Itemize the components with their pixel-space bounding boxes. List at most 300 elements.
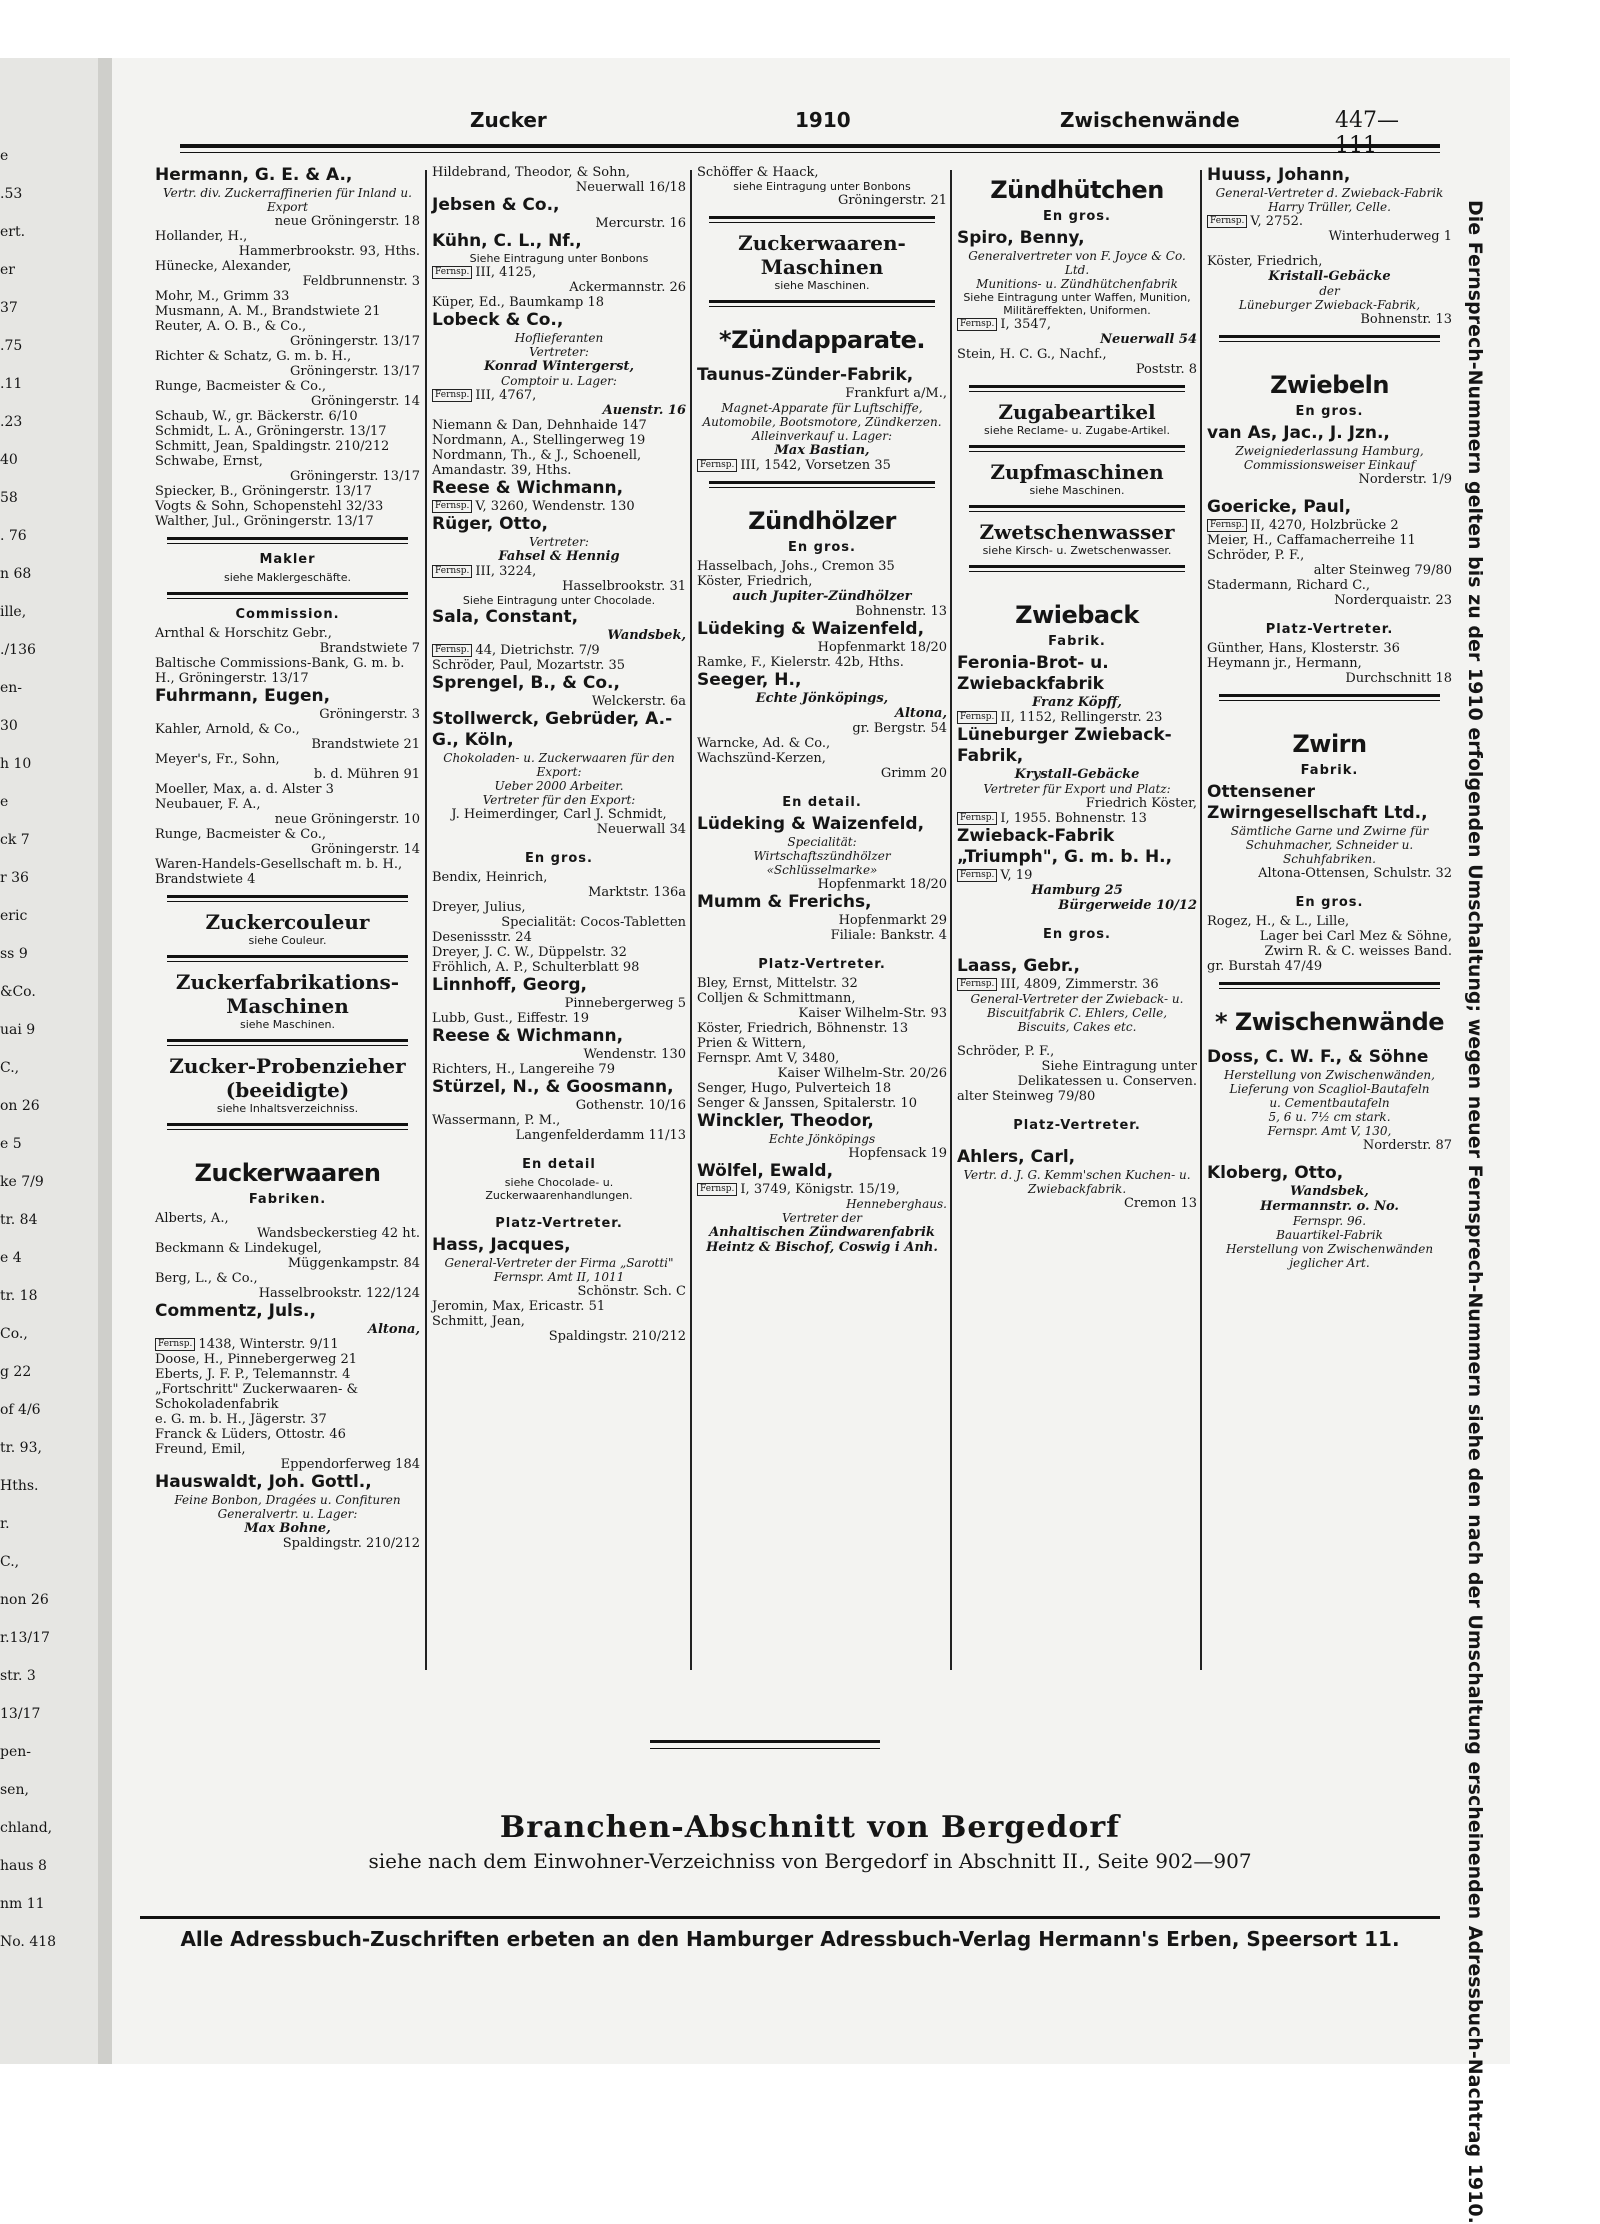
entry-phone: Fernsp. III, 4809, Zimmerstr. 36 — [957, 977, 1197, 992]
entry-line: Moeller, Max, a. d. Alster 3 — [155, 782, 334, 797]
section-rule — [1219, 335, 1440, 342]
column-divider — [425, 170, 427, 1670]
entry-place: Frankfurt a/M., — [845, 386, 947, 401]
section-title: Zwetschenwasser — [979, 520, 1175, 544]
entry-rep-label: Vertreter: — [529, 535, 589, 549]
section-title: Zuckerwaaren — [194, 1159, 381, 1187]
entry-address: Wendenstr. 130 — [583, 1047, 686, 1062]
prev-page-fragment: .53 — [0, 186, 23, 202]
entry-address: Neuerwall 54 — [1100, 332, 1197, 347]
prev-page-fragment: tr. 18 — [0, 1288, 38, 1304]
entry-line: Bley, Ernst, Mittelstr. 32 — [697, 976, 858, 991]
entry-line: Kahler, Arnold, & Co., — [155, 722, 300, 737]
entry-name: Lobeck & Co., — [432, 310, 564, 330]
prev-page-fragment: tr. 84 — [0, 1212, 38, 1228]
entry-phone: Fernsp. III, 3224, — [432, 564, 686, 579]
entry-line: Ramke, F., Kielerstr. 42b, Hths. — [697, 655, 904, 670]
entry-name: Kühn, C. L., Nf., — [432, 231, 582, 251]
prev-page-fragment: Co., — [0, 1326, 28, 1342]
entry-line: Jeromin, Max, Ericastr. 51 — [432, 1299, 606, 1314]
page-number: 447—111 — [1335, 108, 1399, 158]
prev-page-fragment: r 36 — [0, 870, 29, 886]
entry-line: Richters, H., Langereihe 79 — [432, 1062, 615, 1077]
entry-name: Reese & Wichmann, — [432, 478, 624, 498]
entry-phone: Fernsp. V, 2752. — [1207, 214, 1452, 229]
entry-line: Spaldingstr. 210/212 — [548, 1329, 686, 1344]
entry-note: Lüneburger Zwieback-Fabrik, — [1238, 298, 1421, 312]
entry-line: Schröder, P. F., — [1207, 548, 1305, 563]
entry-line: „Fortschritt" Zuckerwaaren- & Schokoladenfabrik — [155, 1382, 359, 1412]
entry-name: Stürzel, N., & Goosmann, — [432, 1077, 674, 1097]
section-rule — [969, 565, 1185, 572]
entry-list — [155, 626, 420, 686]
column-4 — [957, 165, 1197, 1690]
entry-note: Lieferung von Scagliol-Bautafeln — [1229, 1082, 1430, 1096]
section-rule — [709, 300, 935, 307]
cross-reference: Siehe Eintragung unter Chocolade. — [462, 594, 656, 607]
prev-page-fragment: &Co. — [0, 984, 36, 1000]
prev-page-fragment: 13/17 — [0, 1706, 41, 1722]
bergedorf-title: Branchen-Abschnitt von Bergedorf — [499, 1810, 1121, 1845]
prev-page-fragment: Hths. — [0, 1478, 39, 1494]
prev-page-fragment: n 68 — [0, 566, 32, 582]
prev-page-fragment: chland, — [0, 1820, 53, 1836]
entry-name: Mumm & Frerichs, — [697, 892, 872, 912]
column-divider — [950, 170, 952, 1670]
entry-list — [432, 1113, 686, 1143]
entry-line: Küper, Ed., Baumkamp 18 — [432, 295, 605, 310]
entry-line: Wandsbeckerstieg 42 ht. — [256, 1226, 420, 1241]
entry-line: b. d. Mühren 91 — [313, 767, 420, 782]
entry-line: Schmitt, Jean, — [432, 1314, 525, 1329]
section-rule — [167, 537, 408, 544]
entry-address: Norderstr. 1/9 — [1358, 472, 1452, 487]
entry-address: gr. Bergstr. 54 — [852, 721, 947, 736]
prev-page-fragment: r.13/17 — [0, 1630, 50, 1646]
cross-reference: siehe Maklergeschäfte. — [223, 571, 352, 584]
cross-reference: siehe Eintragung unter Bonbons — [733, 180, 911, 193]
entry-line: Norderquaistr. 23 — [1334, 593, 1452, 608]
entry-name: Wölfel, Ewald, — [697, 1161, 834, 1181]
phone-icon: Fernsp. — [432, 565, 472, 578]
entry-line: Grimm 20 — [880, 766, 947, 781]
entry-note: General-Vertreter der Firma „Sarotti" — [444, 1256, 674, 1270]
entry-line: Schmitt, Jean, Spaldingstr. 210/212 — [155, 439, 390, 454]
prev-page-fragment: ./136 — [0, 642, 36, 658]
section-rule — [1219, 694, 1440, 701]
section-subtitle: En gros. — [788, 540, 856, 555]
header-rule-thin — [180, 152, 1440, 153]
entry-note: Sämtliche Garne und Zwirne für Schuhmacher, Schneider u. Schuhfabriken. — [1230, 824, 1429, 866]
entry-address: Pinnebergerweg 5 — [564, 996, 686, 1011]
entry-line: Stadermann, Richard C., — [1207, 578, 1370, 593]
section-subtitle: Fabrik. — [1300, 763, 1359, 778]
entry-rep-label: Vertreter: — [529, 345, 589, 359]
entry-address: Hopfenmarkt 29 — [838, 913, 947, 928]
prev-page-fragment: ck 7 — [0, 832, 30, 848]
prev-page-fragment: 30 — [0, 718, 18, 734]
section-title: Zwieback — [1015, 601, 1139, 629]
entry-line: Runge, Bacmeister & Co., — [155, 827, 327, 842]
entry-note: Henneberghaus. — [846, 1197, 947, 1211]
entry-line: Vogts & Sohn, Schopenstehl 32/33 — [155, 499, 384, 514]
entry-list — [1207, 533, 1452, 608]
entry-name: Doss, C. W. F., & Söhne — [1207, 1047, 1429, 1067]
entry-list — [957, 347, 1197, 377]
entry-line: Marktstr. 136a — [588, 885, 686, 900]
section-title: *Zündapparate. — [719, 326, 925, 354]
prev-page-fragment: non 26 — [0, 1592, 49, 1608]
entry-line: Hasselbach, Johs., Cremon 35 — [697, 559, 895, 574]
entry-list — [432, 418, 686, 478]
entry-rep-name: Franz Köpff, — [1032, 695, 1122, 710]
entry-list — [155, 1352, 420, 1472]
entry-address: Bohnenstr. 13 — [1360, 312, 1452, 327]
entry-line: Schaub, W., gr. Bäckerstr. 6/10 — [155, 409, 358, 424]
entry-rep-name: Fahsel & Hennig — [498, 549, 620, 564]
entry-note: Vertr. d. J. G. Kemm'schen Kuchen- u. Zwiebackfabrik. — [963, 1168, 1191, 1196]
entry-line: Alberts, A., — [155, 1211, 229, 1226]
header-rule — [180, 144, 1440, 148]
entry-note: Kristall-Gebäcke — [1268, 269, 1391, 284]
entry-rep-label: Vertreter für Export und Platz: — [983, 782, 1171, 796]
prev-page-fragment: e 5 — [0, 1136, 22, 1152]
entry-phone: Fernsp. III, 4125, — [432, 265, 686, 280]
section-rule — [1219, 982, 1440, 989]
entry-name: Ahlers, Carl, — [957, 1147, 1076, 1167]
prev-page-fragment: ille, — [0, 604, 27, 620]
entry-line: Nordmann, Th., & J., Schoenell, Amandastr. 39, Hths. — [432, 448, 642, 478]
entry-note: Zweigniederlassung Hamburg, — [1235, 444, 1424, 458]
entry-note: Specialität: — [787, 835, 857, 849]
phone-icon: Fernsp. — [957, 812, 997, 825]
entry-note: Herstellung von Zwischenwänden, — [1224, 1068, 1435, 1082]
entry-address: Auenstr. 16 — [602, 403, 686, 418]
page-header — [180, 108, 1440, 158]
entry-address: Mercurstr. 16 — [595, 216, 686, 231]
entry-list — [697, 976, 947, 1111]
entry-name: Sala, Constant, — [432, 607, 579, 627]
entry-line: Spiecker, B., Gröningerstr. 13/17 — [155, 484, 372, 499]
section-subtitle: En gros. — [1295, 895, 1364, 910]
section-title: Zupfmaschinen — [990, 460, 1164, 484]
entry-line: Fröhlich, A. P., Schulterblatt 98 — [432, 960, 640, 975]
cross-reference: Siehe Eintragung unter Waffen, Munition, Militäreffekten, Uniformen. — [963, 291, 1191, 317]
entry-line: Kaiser Wilhelm-Str. 20/26 — [777, 1066, 947, 1081]
prev-page-fragment: ke 7/9 — [0, 1174, 44, 1190]
entry-line: Hammerbrookstr. 93, Hths. — [238, 244, 420, 259]
prev-page-fragment: tr. 93, — [0, 1440, 42, 1456]
entry-note: Echte Jönköpings — [768, 1132, 876, 1146]
bergedorf-notice — [180, 1810, 1440, 1873]
entry-list — [1207, 914, 1452, 974]
entry-line: Lubb, Gust., Eiffestr. 19 — [432, 1011, 590, 1026]
entry-line: Niemann & Dan, Dehnhaide 147 — [432, 418, 647, 433]
entry-name: Lüneburger Zwieback-Fabrik, — [957, 725, 1172, 766]
entry-list — [957, 1044, 1197, 1104]
entry-list — [697, 559, 947, 589]
entry-phone: Fernsp. II, 4270, Holzbrücke 2 — [1207, 518, 1452, 533]
entry-address: Bürgerweide 10/12 — [1058, 898, 1197, 913]
entry-note: Commissionsweiser Einkauf — [1243, 458, 1416, 472]
entry-place: Hamburg 25 — [1031, 883, 1123, 898]
entry-note: J. Heimerdinger, Carl J. Schmidt, — [451, 807, 667, 822]
entry-line: Nordmann, A., Stellingerweg 19 — [432, 433, 646, 448]
entry-line: Heymann jr., Hermann, — [1207, 656, 1362, 671]
entry-line: Siehe Eintragung unter Delikatessen u. Conserven. — [1017, 1059, 1197, 1089]
entry-rep-name: Max Bastian, — [774, 443, 870, 458]
entry-address: Neuerwall 34 — [596, 822, 686, 837]
entry-name: Spiro, Benny, — [957, 228, 1085, 248]
entry-address: Filiale: Bankstr. 4 — [830, 928, 947, 943]
entry-place: Wandsbek, — [607, 628, 686, 643]
phone-icon: Fernsp. — [155, 1338, 195, 1351]
prev-page-fragment: str. 3 — [0, 1668, 36, 1684]
section-rule — [709, 216, 935, 223]
entry-list — [155, 229, 420, 529]
section-rule — [167, 955, 408, 962]
entry-name: Linnhoff, Georg, — [432, 975, 587, 995]
entry-rep-name: Konrad Wintergerst, — [484, 359, 634, 374]
entry-note: Magnet-Apparate für Luftschiffe, Automobile, Bootsmotore, Zündkerzen. — [702, 401, 942, 429]
entry-name: Hauswaldt, Joh. Gottl., — [155, 1472, 372, 1492]
entry-line: Freund, Emil, — [155, 1442, 246, 1457]
phone-icon: Fernsp. — [697, 459, 737, 472]
entry-phone: Fernsp. 44, Dietrichstr. 7/9 — [432, 643, 686, 658]
entry-line: Feldbrunnenstr. 3 — [302, 274, 420, 289]
prev-page-fragment: of 4/6 — [0, 1402, 41, 1418]
entry-name: Fuhrmann, Eugen, — [155, 686, 331, 706]
entry-name: Lüdeking & Waizenfeld, — [697, 619, 925, 639]
side-notice — [1464, 200, 1506, 2224]
entry-address: Ackermannstr. 26 — [569, 280, 686, 295]
entry-line: Gröningerstr. 13/17 — [290, 364, 420, 379]
entry-note: «Schlüsselmarke» — [766, 863, 878, 877]
entry-line: Walther, Jul., Gröningerstr. 13/17 — [155, 514, 374, 529]
entry-line: Bendix, Heinrich, — [432, 870, 548, 885]
entry-address: Hermannstr. o. No. — [1260, 1199, 1399, 1214]
entry-line: Berg, L., & Co., — [155, 1271, 258, 1286]
entry-line: Senger, Hugo, Pulverteich 18 — [697, 1081, 892, 1096]
cross-reference: siehe Reclame- u. Zugabe-Artikel. — [984, 424, 1170, 437]
entry-line: Wachszünd-Kerzen, — [697, 751, 826, 766]
entry-line: Lager bei Carl Mez & Söhne, Zwirn R. & C. weisses Band. — [1259, 929, 1452, 959]
cross-reference: siehe Maschinen. — [239, 1018, 336, 1031]
entry-address: Spaldingstr. 210/212 — [282, 1536, 420, 1551]
header-left: Zucker — [470, 108, 547, 132]
entry-address: Hasselbrookstr. 31 — [562, 579, 686, 594]
entry-line: Eppendorferweg 184 — [280, 1457, 420, 1472]
prev-page-fragment: No. 418 — [0, 1934, 57, 1950]
entry-line: Stein, H. C. G., Nachf., — [957, 347, 1107, 362]
prev-page-fragment: eric — [0, 908, 28, 924]
prev-page-fragment: en- — [0, 680, 23, 696]
entry-note: General-Vertreter der Zwieback- u. Biscuitfabrik C. Ehlers, Celle, — [970, 992, 1184, 1020]
entry-address: Hopfensack 19 — [848, 1146, 947, 1161]
prev-page-fragment: er — [0, 262, 15, 278]
cross-reference: siehe Kirsch- u. Zwetschenwasser. — [982, 544, 1172, 557]
entry-line: Schöffer & Haack, — [697, 165, 819, 180]
entry-rep-name: Anhaltischen Zündwarenfabrik Heintz & Bischof, Coswig i Anh. — [706, 1225, 938, 1255]
phone-icon: Fernsp. — [957, 978, 997, 991]
section-title: Zucker-Probenzieher (beeidigte) — [169, 1054, 406, 1102]
entry-line: Doose, H., Pinnebergerweg 21 — [155, 1352, 358, 1367]
entry-line: Hasselbrookstr. 122/124 — [258, 1286, 420, 1301]
entry-line: Brandstwiete 7 — [319, 641, 420, 656]
section-subtitle: Fabriken. — [248, 1192, 327, 1207]
prev-page-fragment: haus 8 — [0, 1858, 47, 1874]
phone-icon: Fernsp. — [697, 1183, 737, 1196]
entry-line: Köster, Friedrich, Böhnenstr. 13 — [697, 1021, 909, 1036]
entry-line: Köster, Friedrich, — [1207, 254, 1323, 269]
entry-line: Senger & Janssen, Spitalerstr. 10 — [697, 1096, 917, 1111]
entry-address: neue Gröningerstr. 18 — [274, 214, 420, 229]
section-title: * Zwischenwände — [1214, 1008, 1445, 1036]
entry-line: Hünecke, Alexander, — [155, 259, 292, 274]
entry-phone: Fernsp. V, 19 — [957, 868, 1197, 883]
entry-address: Hopfenmarkt 18/20 — [817, 877, 947, 892]
entry-line: Köster, Friedrich, — [697, 574, 813, 589]
entry-note: Vertreter für den Export: — [482, 793, 636, 807]
prev-page-fragment: e 4 — [0, 1250, 22, 1266]
entry-line: Neubauer, F. A., — [155, 797, 261, 812]
entry-line: alter Steinweg 79/80 — [1313, 563, 1452, 578]
header-year: 1910 — [795, 108, 851, 132]
entry-name: Reese & Wichmann, — [432, 1026, 624, 1046]
entry-name: Seeger, H., — [697, 670, 802, 690]
entry-line: Desenissstr. 24 — [432, 930, 532, 945]
entry-line: Beckmann & Lindekugel, — [155, 1241, 322, 1256]
entry-line: Wassermann, P. M., — [432, 1113, 561, 1128]
entry-note: Feine Bonbon, Dragées u. Confituren — [174, 1493, 401, 1507]
entry-place: Altona, — [894, 706, 947, 721]
section-title: Zündhölzer — [748, 507, 896, 535]
entry-line: Poststr. 8 — [1135, 362, 1197, 377]
entry-name: Commentz, Juls., — [155, 1301, 316, 1321]
entry-list — [432, 295, 686, 310]
prev-page-fragment: .11 — [0, 376, 23, 392]
entry-address: Bohnenstr. 13 — [855, 604, 947, 619]
phone-icon: Fernsp. — [432, 389, 472, 402]
entry-line: Neuerwall 16/18 — [575, 180, 686, 195]
entry-line: Eberts, J. F. P., Telemannstr. 4 — [155, 1367, 351, 1382]
entry-list — [1207, 641, 1452, 686]
entry-list — [432, 870, 686, 975]
entry-line: Kaiser Wilhelm-Str. 93 — [798, 1006, 947, 1021]
section-rule — [969, 445, 1185, 452]
entry-line: Meyer's, Fr., Sohn, — [155, 752, 280, 767]
prev-page-fragment: uai 9 — [0, 1022, 36, 1038]
entry-name: Winckler, Theodor, — [697, 1111, 874, 1131]
entry-address: Hopfenmarkt 18/20 — [817, 640, 947, 655]
entry-list — [155, 722, 420, 887]
section-subtitle: En gros. — [1043, 209, 1111, 224]
section-rule — [650, 1740, 880, 1743]
entry-name: Jebsen & Co., — [432, 195, 560, 215]
prev-page-fragment: pen- — [0, 1744, 31, 1760]
book-gutter — [98, 58, 112, 2064]
header-right: Zwischenwände — [1060, 108, 1240, 132]
entry-line: Mohr, M., Grimm 33 — [155, 289, 290, 304]
entry-line: Dreyer, J. C. W., Düppelstr. 32 — [432, 945, 627, 960]
prev-page-fragment: 58 — [0, 490, 18, 506]
entry-name: van As, Jac., J. Jzn., — [1207, 423, 1390, 443]
entry-name: Ottensener Zwirngesellschaft Ltd., — [1207, 782, 1428, 823]
section-subtitle: Platz-Vertreter. — [1013, 1118, 1141, 1133]
entry-line: Musmann, A. M., Brandstwiete 21 — [155, 304, 381, 319]
section-title: Zuckercouleur — [205, 910, 370, 934]
entry-note: Echte Jönköpings, — [755, 691, 889, 706]
entry-line: Runge, Bacmeister & Co., — [155, 379, 327, 394]
entry-line: Müggenkampstr. 84 — [287, 1256, 420, 1271]
entry-line: neue Gröningerstr. 10 — [274, 812, 420, 827]
phone-icon: Fernsp. — [1207, 215, 1247, 228]
entry-list — [697, 655, 947, 670]
entry-note: Herstellung von Zwischenwänden jeglicher Art. — [1225, 1242, 1434, 1270]
column-divider — [1200, 170, 1202, 1670]
entry-line: Richter & Schatz, G. m. b. H., — [155, 349, 352, 364]
footer-text: Alle Adressbuch-Zuschriften erbeten an den Hamburger Adressbuch-Verlag Hermann's Erben, Speersort 11. — [180, 1927, 1400, 1951]
entry-line: Schröder, Paul, Mozartstr. 35 — [432, 658, 626, 673]
phone-icon: Fernsp. — [432, 266, 472, 279]
prev-page-fragment: .75 — [0, 338, 23, 354]
section-rule — [969, 385, 1185, 392]
section-rule — [167, 895, 408, 902]
entry-name: Taunus-Zünder-Fabrik, — [697, 365, 914, 385]
entry-rep-label: Generalvertr. u. Lager: — [217, 1507, 358, 1521]
entry-note: General-Vertreter d. Zwieback-Fabrik Harry Trüller, Celle. — [1215, 186, 1444, 214]
section-subtitle: Platz-Vertreter. — [758, 957, 886, 972]
entry-note: u. Cementbautafeln — [1269, 1096, 1390, 1110]
section-subtitle: Platz-Vertreter. — [1265, 622, 1394, 637]
entry-name: Feronia-Brot- u. Zwiebackfabrik — [957, 653, 1109, 694]
entry-note: Comptoir u. Lager: — [501, 374, 617, 388]
entry-line: Schwabe, Ernst, — [155, 454, 263, 469]
entry-note: Vertr. div. Zuckerraffinerien für Inland u. Export — [163, 186, 412, 214]
entry-name: Zwieback-Fabrik „Triumph", G. m. b. H., — [957, 826, 1173, 867]
phone-icon: Fernsp. — [957, 869, 997, 882]
entry-phone: Fernsp. I, 3547, — [957, 317, 1197, 332]
entry-address: Cremon 13 — [1123, 1196, 1197, 1211]
section-subtitle: Platz-Vertreter. — [495, 1216, 623, 1231]
entry-list — [432, 658, 686, 673]
page-footer — [140, 1916, 1440, 1951]
entry-note: Bauartikel-Fabrik — [1276, 1228, 1383, 1242]
entry-address: Gröningerstr. 3 — [319, 707, 420, 722]
cross-reference: siehe Chocolade- u. Zuckerwaarenhandlungen. — [485, 1176, 633, 1202]
entry-note: Munitions- u. Zündhütchenfabrik — [976, 277, 1178, 291]
entry-list — [432, 165, 686, 195]
section-title: Zündhütchen — [990, 176, 1164, 204]
entry-line: Franck & Lüders, Ottostr. 46 — [155, 1427, 346, 1442]
entry-line: Hildebrand, Theodor, & Sohn, — [432, 165, 630, 180]
prev-page-fragment: .23 — [0, 414, 23, 430]
section-subtitle: En gros. — [525, 851, 593, 866]
section-subtitle: Fabrik. — [1048, 634, 1106, 649]
prev-page-fragment: g 22 — [0, 1364, 32, 1380]
entry-rep-label: Vertreter der — [781, 1211, 863, 1225]
entry-address: Altona-Ottensen, Schulstr. 32 — [1258, 866, 1452, 881]
entry-line: Durchschnitt 18 — [1345, 671, 1452, 686]
prev-page-fragment: h 10 — [0, 756, 32, 772]
entry-place: Altona, — [367, 1322, 420, 1337]
entry-line: Specialität: Cocos-Tabletten — [501, 915, 686, 930]
entry-phone: Fernsp. I, 1955. Bohnenstr. 13 — [957, 811, 1197, 826]
entry-note: auch Jupiter-Zündhölzer — [732, 589, 912, 604]
entry-note: Krystall-Gebäcke — [1014, 767, 1140, 782]
entry-note: Ueber 2000 Arbeiter. — [494, 779, 624, 793]
prev-page-fragment: r. — [0, 1516, 10, 1532]
